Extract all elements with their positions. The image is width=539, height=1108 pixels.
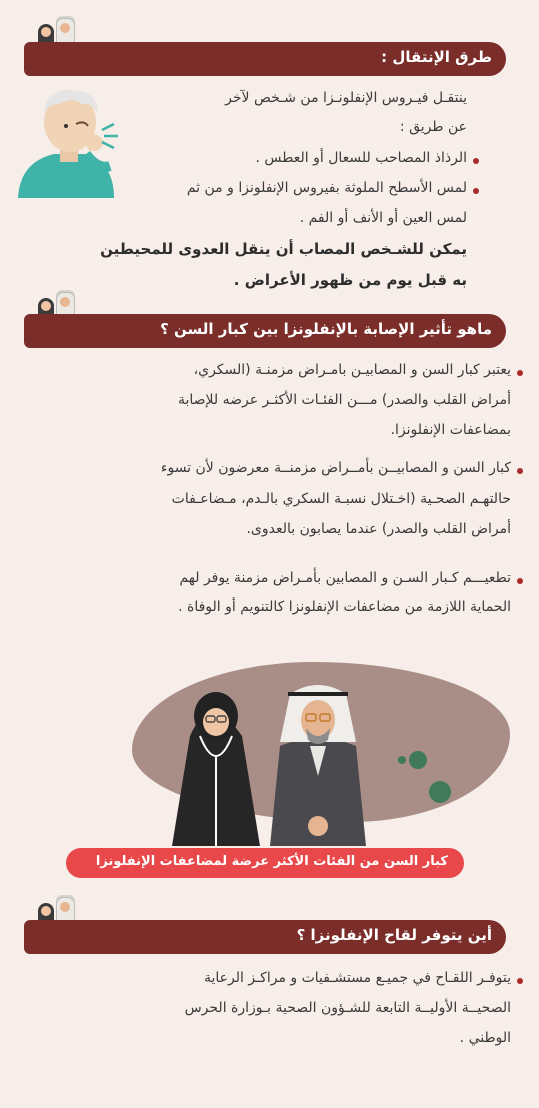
list-item-continued: أمراض القلب والصدر) مـــن الفئـات الأكثـر عرضه للإصابة — [177, 392, 511, 408]
list-item: تطعيـــم كـبار السـن و المصابين بأمـراض مزمنة يوفر لهم — [179, 570, 511, 586]
warning-line-1: يمكن للشـخص المصاب أن ينقل العدوى للمحيطين — [100, 240, 467, 258]
list-item: كبار السن و المصابيــن بأمــراض مزمنــة معرضون لأن تسوء — [160, 460, 511, 476]
list-item-continued: حالتهـم الصحـية (اخـتلال نسبـة السكري بالـدم، مـضاعـفات — [171, 491, 511, 507]
section-header-availability — [24, 920, 506, 954]
section-title: أين يتوفر لقاح الإنفلونزا ؟ — [296, 926, 492, 944]
list-item-continued: أمراض القلب والصدر) عندما يصابون بالعدوى. — [246, 521, 511, 537]
section-header-transmission — [24, 42, 506, 76]
section-header-impact — [24, 314, 506, 348]
list-item: يتوفـر اللقـاح في جميـع مستشـفيات و مراكـز الرعاية — [203, 970, 511, 986]
list-item-continued: لمس العين أو الأنف أو الفم . — [299, 210, 467, 226]
list-item-continued: الحماية اللازمة من مضاعفات الإنفلونزا كالتنويم أو الوفاة . — [178, 599, 511, 615]
list-item: يعتبر كبار السن و المصابيـن بامـراض مزمنـة (السكري، — [193, 362, 511, 378]
caption-text: كبار السن من الفئات الأكثر عرضة لمضاعفات الإنفلونزا — [95, 854, 448, 869]
list-item: لمس الأسطح الملوثة بفيروس الإنفلونزا و من ثم — [186, 180, 467, 196]
coughing-elderly-man-illustration — [14, 80, 124, 200]
list-item-continued: الوطني . — [459, 1030, 511, 1046]
elderly-couple-illustration — [150, 676, 470, 846]
warning-line-2: به قبل يوم من ظهور الأعراض . — [233, 271, 467, 289]
list-item: الرذاذ المصاحب للسعال أو العطس . — [255, 150, 467, 166]
intro-line-1: ينتقـل فيـروس الإنفلونـزا من شـخص لآخر — [225, 90, 467, 106]
intro-line-2: عن طريق : — [399, 119, 467, 135]
section-title: ماهو تأثير الإصابة بالإنفلونزا بين كبار السن ؟ — [160, 320, 492, 338]
illustration-caption — [66, 848, 464, 878]
list-item-continued: الصحيــة الأوليــة التابعة للشـؤون الصحية بـوزارة الحرس — [184, 1000, 511, 1016]
list-item-continued: بمضاعفات الإنفلونزا. — [390, 422, 511, 438]
section-title: طرق الإنتقال : — [381, 48, 492, 66]
